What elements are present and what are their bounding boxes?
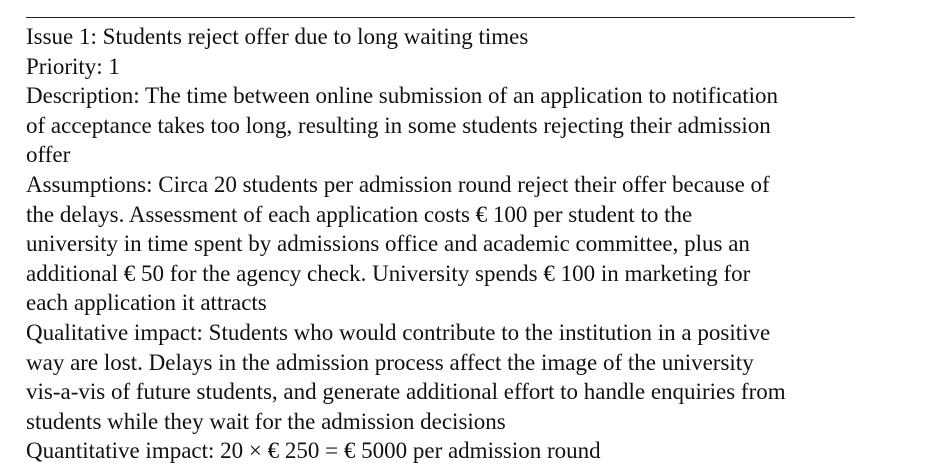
- issue-card: [26, 22, 855, 466]
- issue-quantitative-impact: Quantitative impact: 20 × € 250 = € 5000 per admission round: [26, 438, 601, 464]
- assumptions-line: university in time spent by admissions office and academic committee, plus an: [26, 231, 750, 257]
- assumptions-line: Assumptions: Circa 20 students per admission round reject their offer because of: [26, 171, 770, 197]
- qualitative-impact-line: students while they wait for the admission decisions: [26, 408, 506, 434]
- description-line: offer: [26, 142, 71, 168]
- assumptions-line: additional € 50 for the agency check. University spends € 100 in marketing for: [26, 260, 751, 286]
- qualitative-impact-line: way are lost. Delays in the admission process affect the image of the university: [26, 349, 754, 375]
- qualitative-impact-line: Qualitative impact: Students who would contribute to the institution in a positive: [26, 319, 771, 345]
- issue-title: Issue 1: Students reject offer due to long waiting times: [26, 24, 529, 49]
- description-line: of acceptance takes too long, resulting in some students rejecting their admission: [26, 112, 771, 138]
- issue-qualitative-impact: [26, 318, 855, 436]
- assumptions-line: the delays. Assessment of each application costs € 100 per student to the: [26, 201, 693, 227]
- issue-priority: Priority: 1: [26, 53, 120, 79]
- top-rule: [26, 17, 855, 18]
- issue-assumptions: [26, 170, 855, 318]
- assumptions-line: each application it attracts: [26, 290, 267, 316]
- description-line: Description: The time between online submission of an application to notification: [26, 83, 779, 109]
- qualitative-impact-line: vis-a-vis of future students, and generate additional effort to handle enquiries from: [26, 379, 786, 405]
- issue-description: [26, 81, 855, 170]
